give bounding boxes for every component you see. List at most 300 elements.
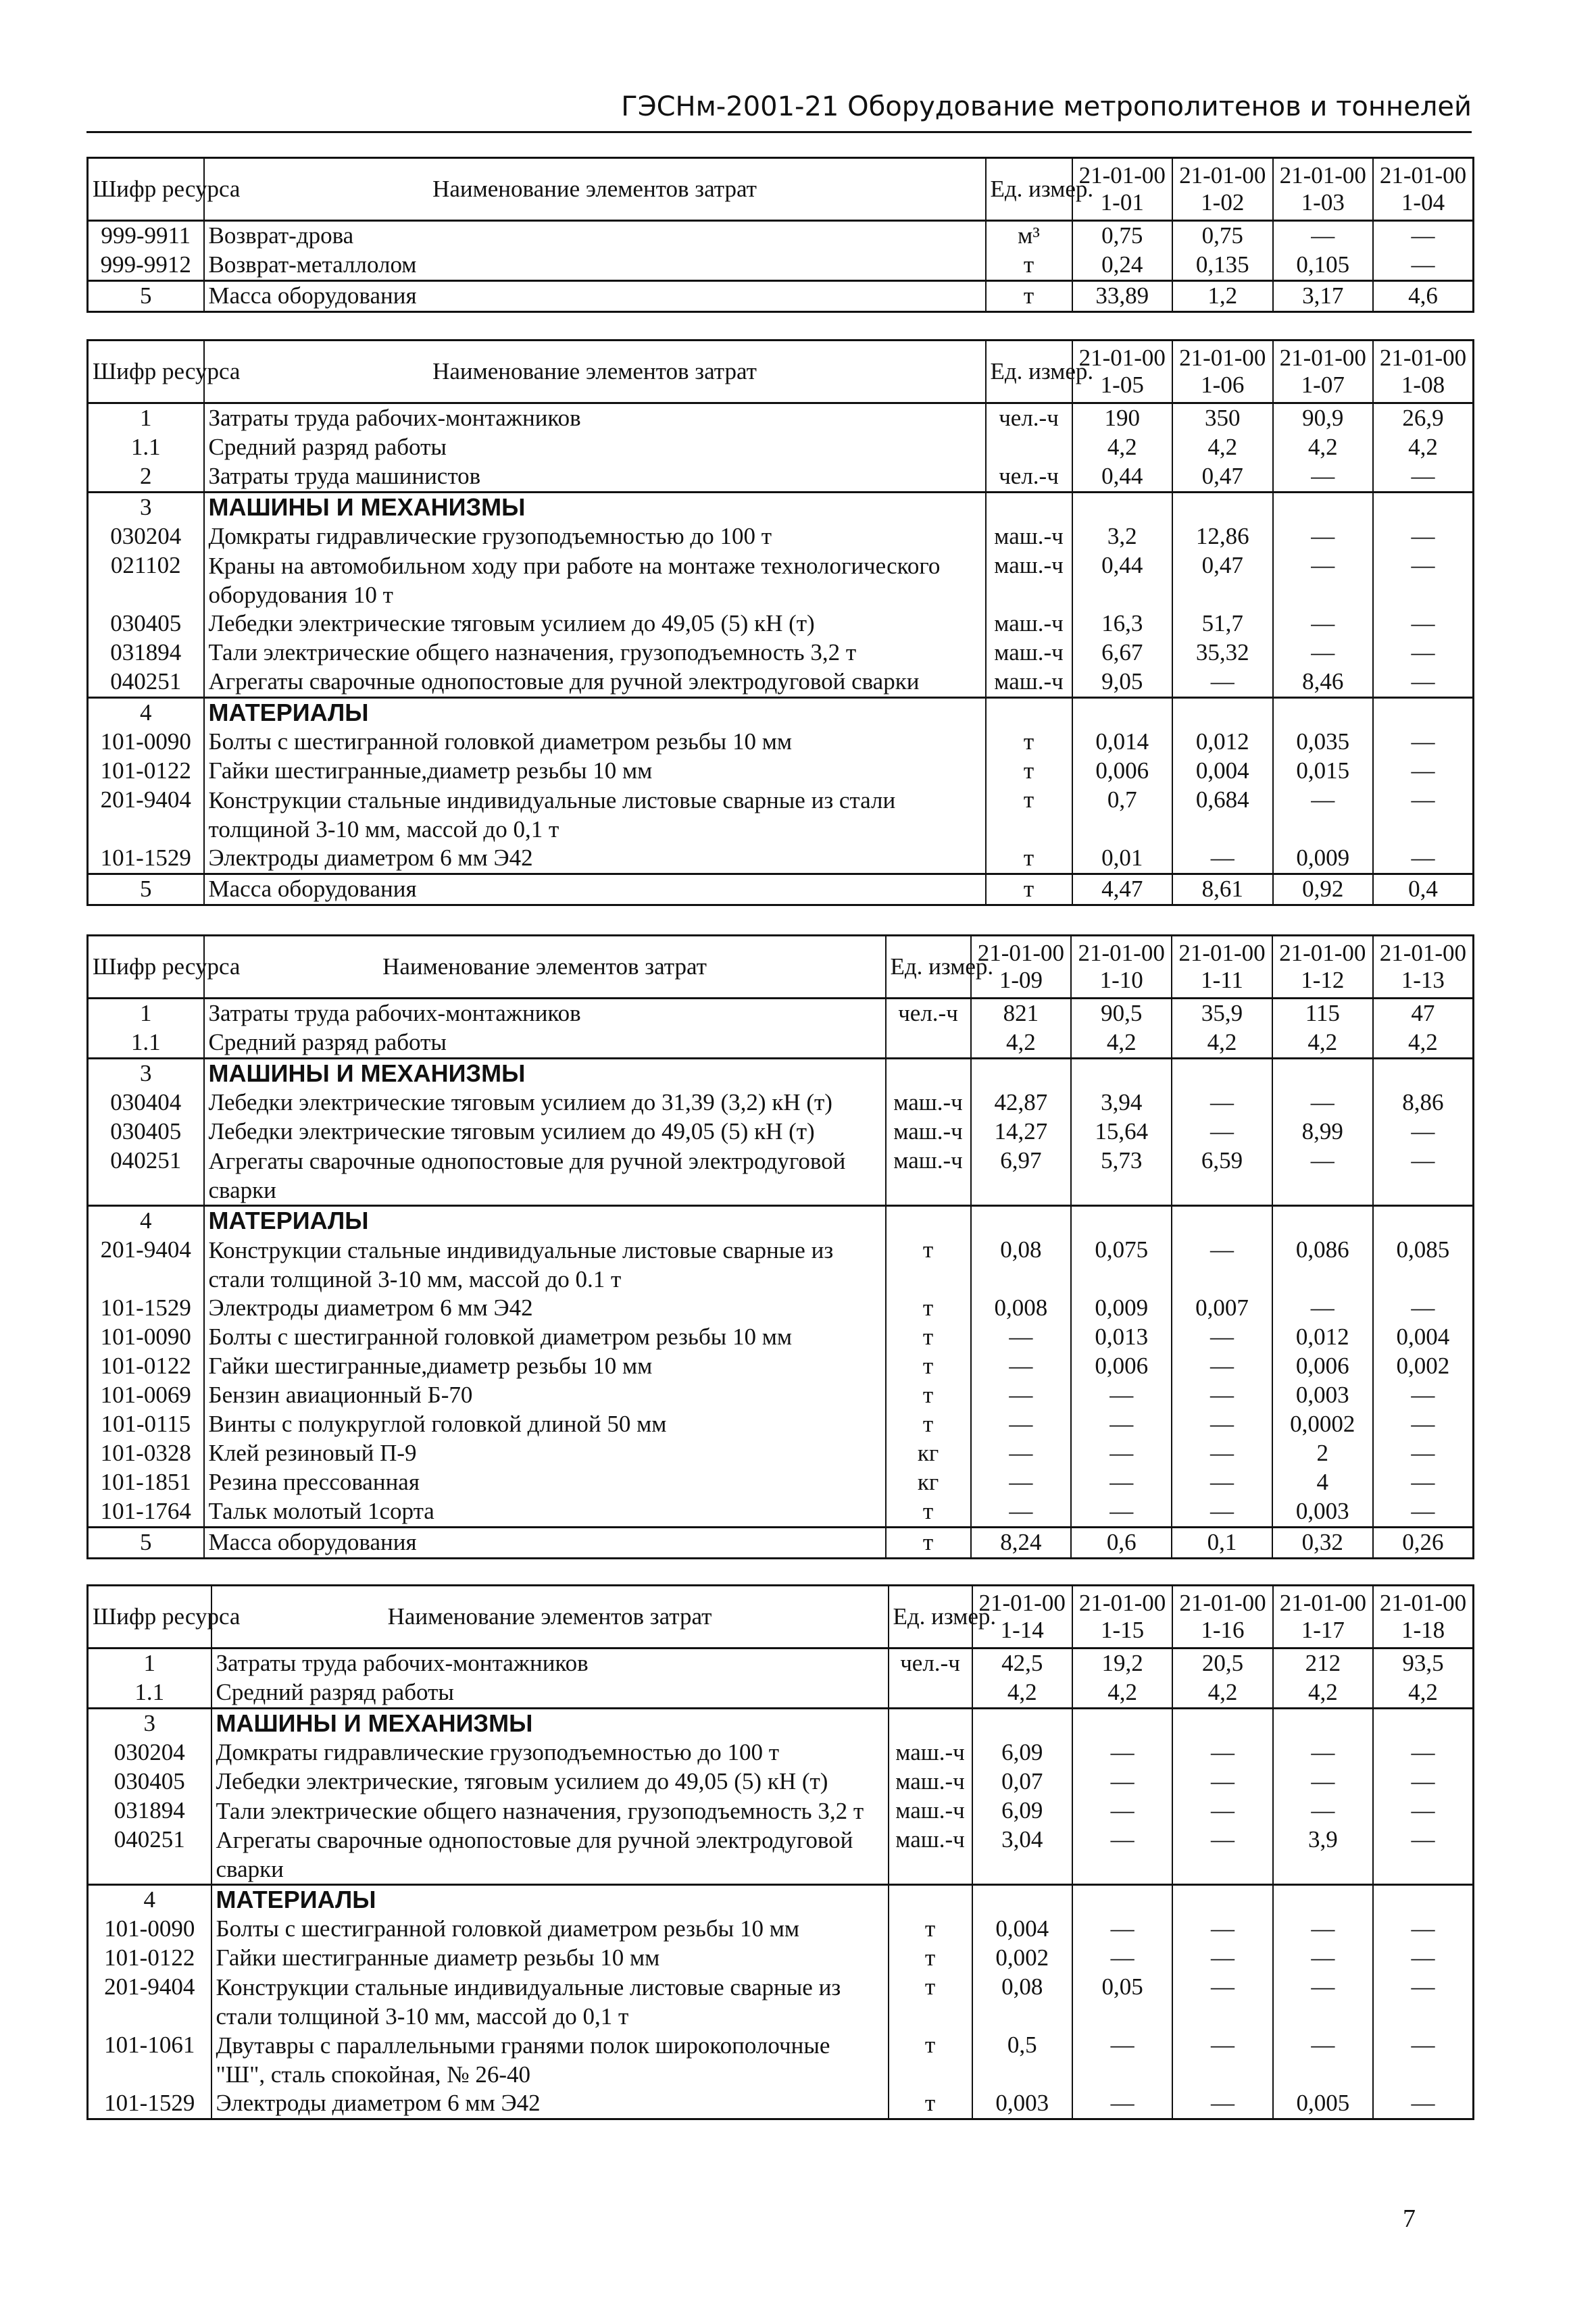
- value-cell: 0,75: [1172, 221, 1273, 251]
- page-title: ГЭСНм-2001-21 Оборудование метрополитенов и тоннелей: [86, 86, 1472, 133]
- cost-element-name: Средний разряд работы: [204, 1028, 886, 1059]
- value-cell: 0,085: [1373, 1236, 1474, 1294]
- unit-cell: кг: [886, 1439, 971, 1468]
- table-row: [88, 1088, 1474, 1117]
- cost-element-name: Гайки шестигранные,диаметр резьбы 10 мм: [204, 1352, 886, 1381]
- section-row: [88, 1709, 1474, 1739]
- resource-code: 101-0069: [88, 1381, 204, 1410]
- value-cell: —: [1373, 1410, 1474, 1439]
- cost-element-name: МАТЕРИАЛЫ: [204, 1206, 886, 1236]
- value-cell: —: [1172, 1381, 1272, 1410]
- value-cell: 93,5: [1373, 1649, 1473, 1679]
- section-row: [88, 493, 1474, 523]
- value-cell: 47: [1373, 999, 1474, 1029]
- header-code: Шифр ресурса: [88, 1586, 211, 1649]
- resource-code: 030404: [88, 1088, 204, 1117]
- value-cell: [1172, 1206, 1272, 1236]
- value-cell: —: [1172, 1468, 1272, 1497]
- value-cell: [1272, 1206, 1373, 1236]
- resource-table-3: [86, 934, 1474, 1559]
- value-cell: —: [1172, 1973, 1272, 2031]
- resource-table-1: [86, 157, 1474, 313]
- header-col: 21-01-001-09: [971, 936, 1072, 999]
- resource-code: 101-0090: [88, 1323, 204, 1352]
- value-cell: [1072, 1709, 1172, 1739]
- resource-code: 030405: [88, 1767, 211, 1796]
- value-cell: 35,32: [1172, 638, 1273, 668]
- value-cell: —: [1373, 668, 1474, 698]
- cost-element-name: МАТЕРИАЛЫ: [211, 1885, 889, 1915]
- value-cell: [972, 1885, 1072, 1915]
- value-cell: 0,44: [1072, 462, 1173, 493]
- value-cell: —: [1373, 1294, 1474, 1323]
- table-row: [88, 1678, 1474, 1709]
- value-cell: —: [1373, 1826, 1473, 1885]
- value-cell: 8,99: [1272, 1117, 1373, 1147]
- value-cell: —: [1373, 522, 1474, 551]
- value-cell: 4,2: [1172, 433, 1273, 462]
- value-cell: 0,008: [971, 1294, 1072, 1323]
- resource-code: 101-0328: [88, 1439, 204, 1468]
- unit-cell: [886, 1028, 971, 1059]
- resource-code: 030204: [88, 522, 204, 551]
- resource-code: 1: [88, 403, 204, 434]
- value-cell: —: [1373, 1796, 1473, 1826]
- value-cell: 90,9: [1273, 403, 1374, 434]
- value-cell: 1,2: [1172, 281, 1273, 312]
- unit-cell: т: [986, 786, 1072, 844]
- value-cell: 6,67: [1072, 638, 1173, 668]
- cost-element-name: Винты с полукруглой головкой длиной 50 мм: [204, 1410, 886, 1439]
- value-cell: 14,27: [971, 1117, 1072, 1147]
- unit-cell: [986, 433, 1072, 462]
- cost-element-name: Бензин авиационный Б-70: [204, 1381, 886, 1410]
- value-cell: 0,684: [1172, 786, 1273, 844]
- unit-cell: м³: [986, 221, 1072, 251]
- table-row: [88, 1649, 1474, 1679]
- value-cell: 4,2: [1072, 433, 1173, 462]
- cost-element-name: Затраты труда рабочих-монтажников: [211, 1649, 889, 1679]
- unit-cell: т: [886, 1352, 971, 1381]
- header-unit: Ед. измер.: [889, 1586, 972, 1649]
- cost-element-name: Агрегаты сварочные однопостовые для ручной электродуговой сварки: [211, 1826, 889, 1885]
- resource-code: 101-1061: [88, 2031, 211, 2089]
- cost-element-name: Краны на автомобильном ходу при работе на монтаже технологического оборудования 10 т: [204, 551, 986, 609]
- header-col: 21-01-001-11: [1172, 936, 1272, 999]
- resource-code: 3: [88, 1709, 211, 1739]
- value-cell: —: [971, 1497, 1072, 1528]
- value-cell: 4: [1272, 1468, 1373, 1497]
- value-cell: 115: [1272, 999, 1373, 1029]
- resource-code: 2: [88, 462, 204, 493]
- value-cell: [971, 1059, 1072, 1089]
- value-cell: —: [1373, 251, 1474, 281]
- cost-element-name: Конструкции стальные индивидуальные листовые сварные из стали толщиной 3-10 мм, массой до 0.1 т: [204, 1236, 886, 1294]
- cost-element-name: Домкраты гидравлические грузоподъемностью до 100 т: [204, 522, 986, 551]
- value-cell: —: [1172, 1236, 1272, 1294]
- cost-element-name: Возврат-металлолом: [204, 251, 986, 281]
- total-row: [88, 281, 1474, 312]
- value-cell: 4,2: [1273, 1678, 1373, 1709]
- table-row: [88, 609, 1474, 638]
- value-cell: 0,009: [1071, 1294, 1172, 1323]
- value-cell: —: [1373, 638, 1474, 668]
- value-cell: —: [971, 1381, 1072, 1410]
- resource-code: 030204: [88, 1738, 211, 1767]
- cost-element-name: МАШИНЫ И МЕХАНИЗМЫ: [211, 1709, 889, 1739]
- resource-code: 030405: [88, 1117, 204, 1147]
- value-cell: —: [1373, 551, 1474, 609]
- value-cell: [1373, 1885, 1473, 1915]
- table-row: [88, 786, 1474, 844]
- cost-element-name: Средний разряд работы: [204, 433, 986, 462]
- value-cell: —: [1072, 1915, 1172, 1944]
- unit-cell: чел.-ч: [986, 462, 1072, 493]
- value-cell: —: [1273, 1973, 1373, 2031]
- header-col: 21-01-001-16: [1172, 1586, 1272, 1649]
- value-cell: 35,9: [1172, 999, 1272, 1029]
- value-cell: [1373, 1709, 1473, 1739]
- header-code: Шифр ресурса: [88, 936, 204, 999]
- resource-code: 101-1764: [88, 1497, 204, 1528]
- value-cell: 0,012: [1272, 1323, 1373, 1352]
- value-cell: 15,64: [1071, 1117, 1172, 1147]
- value-cell: —: [1172, 1439, 1272, 1468]
- resource-code: 101-0122: [88, 757, 204, 786]
- value-cell: [1373, 1206, 1474, 1236]
- value-cell: [972, 1709, 1072, 1739]
- value-cell: 0,002: [972, 1944, 1072, 1973]
- table-row: [88, 1028, 1474, 1059]
- value-cell: 8,24: [971, 1528, 1072, 1559]
- cost-element-name: Гайки шестигранные,диаметр резьбы 10 мм: [204, 757, 986, 786]
- header-col: 21-01-001-03: [1273, 158, 1374, 221]
- header-code: Шифр ресурса: [88, 341, 204, 403]
- value-cell: 0,086: [1272, 1236, 1373, 1294]
- cost-element-name: Конструкции стальные индивидуальные листовые сварные из стали толщиной 3-10 мм, массой до 0,1 т: [204, 786, 986, 844]
- value-cell: 4,2: [1373, 1678, 1473, 1709]
- value-cell: 0,004: [1172, 757, 1273, 786]
- header-unit: Ед. измер.: [986, 341, 1072, 403]
- cost-element-name: Электроды диаметром 6 мм Э42: [204, 1294, 886, 1323]
- value-cell: —: [1071, 1381, 1172, 1410]
- cost-element-name: Лебедки электрические, тяговым усилием до 49,05 (5) кН (т): [211, 1767, 889, 1796]
- value-cell: 0,006: [1272, 1352, 1373, 1381]
- resource-code: 5: [88, 1528, 204, 1559]
- value-cell: —: [1072, 2031, 1172, 2089]
- value-cell: —: [1373, 1468, 1474, 1497]
- value-cell: —: [1172, 2089, 1272, 2119]
- table-row: [88, 551, 1474, 609]
- value-cell: —: [1172, 1915, 1272, 1944]
- unit-cell: [889, 1678, 972, 1709]
- cost-element-name: Масса оборудования: [204, 1528, 886, 1559]
- value-cell: 190: [1072, 403, 1173, 434]
- resource-code: 031894: [88, 638, 204, 668]
- value-cell: —: [971, 1352, 1072, 1381]
- unit-cell: маш.-ч: [886, 1088, 971, 1117]
- value-cell: 26,9: [1373, 403, 1474, 434]
- table-row: [88, 433, 1474, 462]
- cost-element-name: Двутавры с параллельными гранями полок широкополочные "Ш", сталь спокойная, № 26-40: [211, 2031, 889, 2089]
- value-cell: —: [1071, 1410, 1172, 1439]
- value-cell: [1071, 1206, 1172, 1236]
- value-cell: 821: [971, 999, 1072, 1029]
- value-cell: 0,01: [1072, 844, 1173, 874]
- value-cell: 3,17: [1273, 281, 1374, 312]
- value-cell: 350: [1172, 403, 1273, 434]
- value-cell: —: [1373, 2031, 1473, 2089]
- cost-element-name: Агрегаты сварочные однопостовые для ручной электродуговой сварки: [204, 1147, 886, 1206]
- value-cell: —: [1373, 1497, 1474, 1528]
- unit-cell: т: [889, 2031, 972, 2089]
- value-cell: —: [1373, 757, 1474, 786]
- value-cell: —: [1172, 1826, 1272, 1885]
- value-cell: —: [1273, 638, 1374, 668]
- value-cell: 4,2: [1172, 1028, 1272, 1059]
- value-cell: 20,5: [1172, 1649, 1272, 1679]
- value-cell: 4,2: [1373, 433, 1474, 462]
- unit-cell: [986, 493, 1072, 523]
- header-col: 21-01-001-12: [1272, 936, 1373, 999]
- value-cell: 2: [1272, 1439, 1373, 1468]
- value-cell: 6,09: [972, 1796, 1072, 1826]
- value-cell: 0,105: [1273, 251, 1374, 281]
- value-cell: —: [1172, 1088, 1272, 1117]
- value-cell: [1373, 698, 1474, 728]
- table-row: [88, 1944, 1474, 1973]
- resource-table-4: [86, 1584, 1474, 2120]
- unit-cell: [889, 1885, 972, 1915]
- header-unit: Ед. измер.: [886, 936, 971, 999]
- cost-element-name: Лебедки электрические тяговым усилием до 49,05 (5) кН (т): [204, 609, 986, 638]
- resource-code: 040251: [88, 1147, 204, 1206]
- value-cell: 3,2: [1072, 522, 1173, 551]
- cost-element-name: Гайки шестигранные диаметр резьбы 10 мм: [211, 1944, 889, 1973]
- value-cell: —: [1172, 1767, 1272, 1796]
- value-cell: —: [971, 1410, 1072, 1439]
- value-cell: [1273, 698, 1374, 728]
- resource-code: 021102: [88, 551, 204, 609]
- value-cell: —: [1373, 2089, 1473, 2119]
- value-cell: 4,2: [1172, 1678, 1272, 1709]
- value-cell: 4,2: [1373, 1028, 1474, 1059]
- unit-cell: чел.-ч: [986, 403, 1072, 434]
- cost-element-name: Болты с шестигранной головкой диаметром резьбы 10 мм: [211, 1915, 889, 1944]
- value-cell: —: [1273, 1738, 1373, 1767]
- unit-cell: т: [886, 1381, 971, 1410]
- resource-code: 1: [88, 999, 204, 1029]
- value-cell: —: [1273, 786, 1374, 844]
- unit-cell: т: [986, 844, 1072, 874]
- value-cell: 4,2: [1272, 1028, 1373, 1059]
- resource-code: 101-1529: [88, 2089, 211, 2119]
- value-cell: 0,08: [972, 1973, 1072, 2031]
- table-row: [88, 1236, 1474, 1294]
- value-cell: 0,012: [1172, 728, 1273, 757]
- value-cell: —: [1273, 1944, 1373, 1973]
- value-cell: 0,004: [1373, 1323, 1474, 1352]
- cost-element-name: Лебедки электрические тяговым усилием до 31,39 (3,2) кН (т): [204, 1088, 886, 1117]
- table-row: [88, 1468, 1474, 1497]
- resource-code: 101-1529: [88, 1294, 204, 1323]
- resource-code: 1.1: [88, 1678, 211, 1709]
- resource-code: 999-9912: [88, 251, 204, 281]
- value-cell: —: [1172, 1738, 1272, 1767]
- resource-table-2: [86, 339, 1474, 906]
- resource-code: 031894: [88, 1796, 211, 1826]
- value-cell: —: [1072, 1826, 1172, 1885]
- value-cell: [1172, 1709, 1272, 1739]
- value-cell: 4,2: [1072, 1678, 1172, 1709]
- cost-element-name: Затраты труда рабочих-монтажников: [204, 403, 986, 434]
- cost-element-name: Лебедки электрические тяговым усилием до 49,05 (5) кН (т): [204, 1117, 886, 1147]
- value-cell: —: [1373, 1915, 1473, 1944]
- cost-element-name: Масса оборудования: [204, 874, 986, 905]
- value-cell: 51,7: [1172, 609, 1273, 638]
- cost-element-name: Средний разряд работы: [211, 1678, 889, 1709]
- value-cell: —: [1071, 1439, 1172, 1468]
- value-cell: 90,5: [1071, 999, 1172, 1029]
- table-row: [88, 2089, 1474, 2119]
- total-row: [88, 1528, 1474, 1559]
- unit-cell: т: [886, 1236, 971, 1294]
- value-cell: 8,46: [1273, 668, 1374, 698]
- value-cell: —: [1373, 221, 1474, 251]
- value-cell: 0,075: [1071, 1236, 1172, 1294]
- value-cell: —: [1172, 2031, 1272, 2089]
- value-cell: [1071, 1059, 1172, 1089]
- table-row: [88, 1117, 1474, 1147]
- value-cell: 0,135: [1172, 251, 1273, 281]
- value-cell: [1172, 698, 1273, 728]
- section-row: [88, 1206, 1474, 1236]
- resource-code: 101-0122: [88, 1944, 211, 1973]
- unit-cell: маш.-ч: [986, 522, 1072, 551]
- value-cell: —: [1373, 786, 1474, 844]
- cost-element-name: МАТЕРИАЛЫ: [204, 698, 986, 728]
- header-col: 21-01-001-07: [1273, 341, 1374, 403]
- value-cell: —: [1272, 1294, 1373, 1323]
- table-row: [88, 1738, 1474, 1767]
- resource-code: 101-1529: [88, 844, 204, 874]
- unit-cell: маш.-ч: [986, 551, 1072, 609]
- value-cell: —: [1172, 1352, 1272, 1381]
- unit-cell: т: [986, 757, 1072, 786]
- resource-code: 4: [88, 1206, 204, 1236]
- value-cell: 9,05: [1072, 668, 1173, 698]
- value-cell: 0,07: [972, 1767, 1072, 1796]
- unit-cell: маш.-ч: [889, 1826, 972, 1885]
- value-cell: —: [1072, 1767, 1172, 1796]
- value-cell: 0,24: [1072, 251, 1173, 281]
- value-cell: 0,47: [1172, 551, 1273, 609]
- resource-code: 040251: [88, 1826, 211, 1885]
- value-cell: —: [1373, 1944, 1473, 1973]
- value-cell: —: [1373, 728, 1474, 757]
- resource-code: 101-1851: [88, 1468, 204, 1497]
- value-cell: —: [1172, 1944, 1272, 1973]
- value-cell: —: [1373, 844, 1474, 874]
- value-cell: [1072, 1885, 1172, 1915]
- table-row: [88, 1826, 1474, 1885]
- value-cell: —: [1373, 1738, 1473, 1767]
- unit-cell: т: [889, 1915, 972, 1944]
- table-row: [88, 1796, 1474, 1826]
- table-row: [88, 403, 1474, 434]
- section-row: [88, 698, 1474, 728]
- table-row: [88, 757, 1474, 786]
- value-cell: 6,09: [972, 1738, 1072, 1767]
- value-cell: [1373, 493, 1474, 523]
- header-col: 21-01-001-15: [1072, 1586, 1172, 1649]
- section-row: [88, 1059, 1474, 1089]
- value-cell: 3,04: [972, 1826, 1072, 1885]
- value-cell: —: [1072, 1796, 1172, 1826]
- unit-cell: чел.-ч: [886, 999, 971, 1029]
- header-col: 21-01-001-13: [1373, 936, 1474, 999]
- value-cell: [1273, 1709, 1373, 1739]
- value-cell: 4,2: [972, 1678, 1072, 1709]
- value-cell: —: [1172, 1117, 1272, 1147]
- value-cell: 4,6: [1373, 281, 1474, 312]
- value-cell: 0,002: [1373, 1352, 1474, 1381]
- value-cell: 42,87: [971, 1088, 1072, 1117]
- value-cell: —: [1373, 462, 1474, 493]
- section-row: [88, 1885, 1474, 1915]
- cost-element-name: Клей резиновый П-9: [204, 1439, 886, 1468]
- cost-element-name: Болты с шестигранной головкой диаметром резьбы 10 мм: [204, 1323, 886, 1352]
- table-row: [88, 1973, 1474, 2031]
- value-cell: —: [1273, 221, 1374, 251]
- header-col: 21-01-001-18: [1373, 1586, 1473, 1649]
- value-cell: 0,0002: [1272, 1410, 1373, 1439]
- value-cell: [1072, 493, 1173, 523]
- value-cell: —: [971, 1323, 1072, 1352]
- value-cell: 4,2: [1071, 1028, 1172, 1059]
- value-cell: 0,009: [1273, 844, 1374, 874]
- header-name: Наименование элементов затрат: [204, 341, 986, 403]
- header-name: Наименование элементов затрат: [204, 158, 986, 221]
- value-cell: —: [1072, 1738, 1172, 1767]
- value-cell: —: [1172, 668, 1273, 698]
- cost-element-name: МАШИНЫ И МЕХАНИЗМЫ: [204, 493, 986, 523]
- value-cell: 3,94: [1071, 1088, 1172, 1117]
- value-cell: 0,26: [1373, 1528, 1474, 1559]
- header-col: 21-01-001-08: [1373, 341, 1474, 403]
- resource-code: 101-0090: [88, 728, 204, 757]
- header-row: [88, 936, 1474, 999]
- table-row: [88, 1410, 1474, 1439]
- unit-cell: маш.-ч: [889, 1796, 972, 1826]
- unit-cell: маш.-ч: [986, 668, 1072, 698]
- value-cell: —: [1373, 1147, 1474, 1206]
- value-cell: 5,73: [1071, 1147, 1172, 1206]
- table-row: [88, 999, 1474, 1029]
- resource-code: 5: [88, 281, 204, 312]
- header-code: Шифр ресурса: [88, 158, 204, 221]
- value-cell: —: [971, 1439, 1072, 1468]
- value-cell: 0,44: [1072, 551, 1173, 609]
- table-row: [88, 1381, 1474, 1410]
- value-cell: 42,5: [972, 1649, 1072, 1679]
- value-cell: —: [1072, 2089, 1172, 2119]
- value-cell: —: [1273, 551, 1374, 609]
- header-col: 21-01-001-02: [1172, 158, 1273, 221]
- resource-code: 101-0122: [88, 1352, 204, 1381]
- resource-code: 101-0090: [88, 1915, 211, 1944]
- value-cell: 0,003: [972, 2089, 1072, 2119]
